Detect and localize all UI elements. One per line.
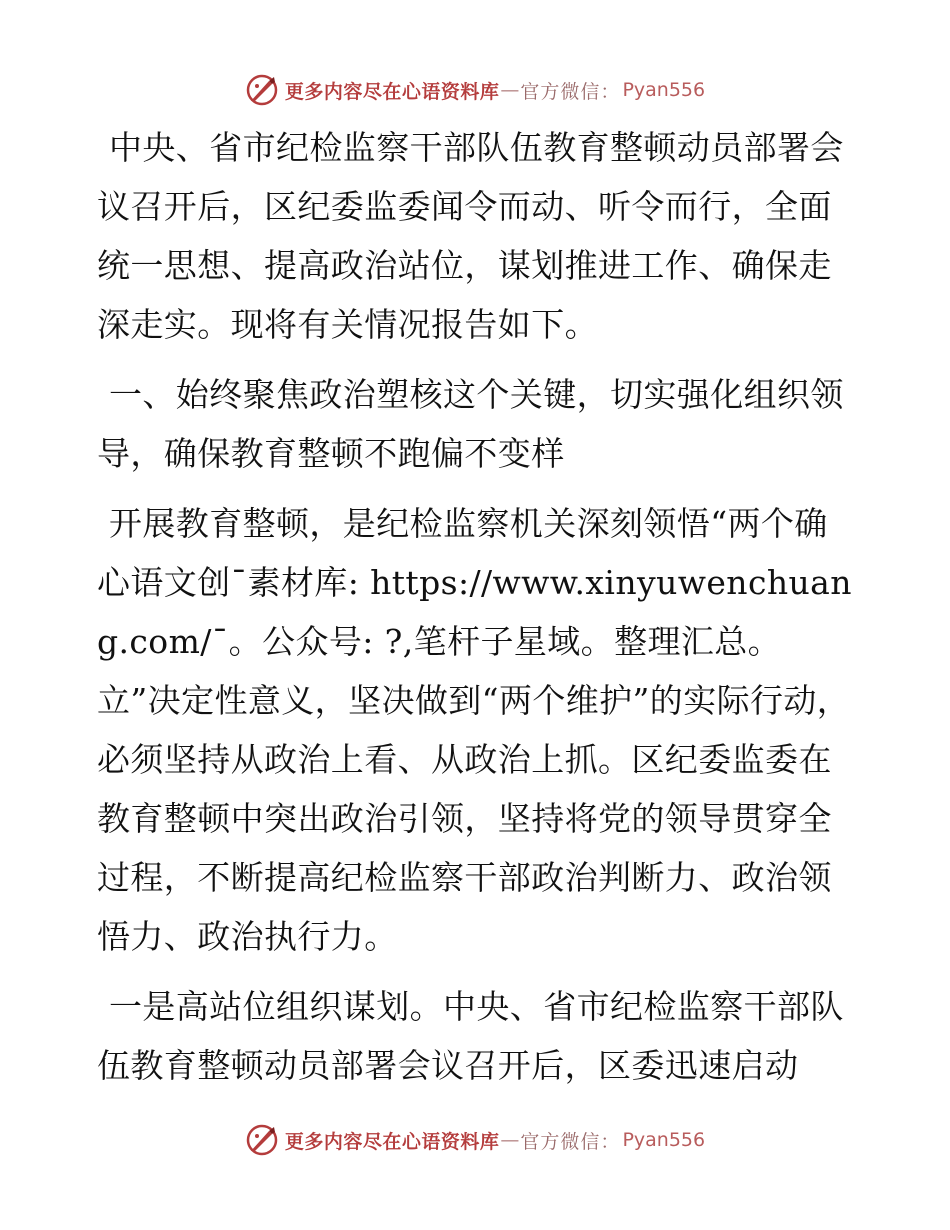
quill-logo-icon [245,1123,279,1157]
banner-dash: — [500,79,520,101]
banner-wechat-label: 官方微信： [520,1130,621,1153]
body-paragraph: 开展教育整顿，是纪检监察机关深刻领悟“两个确心语文创¯素材库: https://www.xinyuwenchuang.com/¯。公众号: ?,笔杆子星域。整理汇总。立”决定性意义，坚决做到“两个维护”的实际行动，必须坚持从政治上看、从政治上抓。区纪委监委在教育整顿中突出政治引领，坚持将党的领导贯穿全过程，不断提高纪检监察干部政治判断力、政治领悟力、政治执行力。 [97,504,852,956]
body-paragraph: 一是高站位组织谋划。中央、省市纪检监察干部队伍教育整顿动员部署会议召开后，区委迅速启动 [97,987,844,1085]
header-watermark-banner [0,70,950,110]
banner-main-text: 更多内容尽在心语资料库 [284,80,500,103]
quill-logo-icon [245,73,279,107]
banner-wechat-id: Pyan556 [622,1129,706,1151]
banner-wechat-label: 官方微信： [520,80,621,103]
footer-watermark-banner [0,1120,950,1160]
section-heading: 一、始终聚焦政治塑核这个关键，切实强化组织领导，确保教育整顿不跑偏不变样 [97,375,844,473]
intro-paragraph: 中央、省市纪检监察干部队伍教育整顿动员部署会议召开后，区纪委监委闻令而动、听令而行，全面统一思想、提高政治站位，谋划推进工作、确保走深走实。现将有关情况报告如下。 [97,128,844,344]
document-body [97,118,853,1095]
banner-main-text: 更多内容尽在心语资料库 [284,1130,500,1153]
banner-wechat-id: Pyan556 [622,79,706,101]
banner-dash: — [500,1129,520,1151]
